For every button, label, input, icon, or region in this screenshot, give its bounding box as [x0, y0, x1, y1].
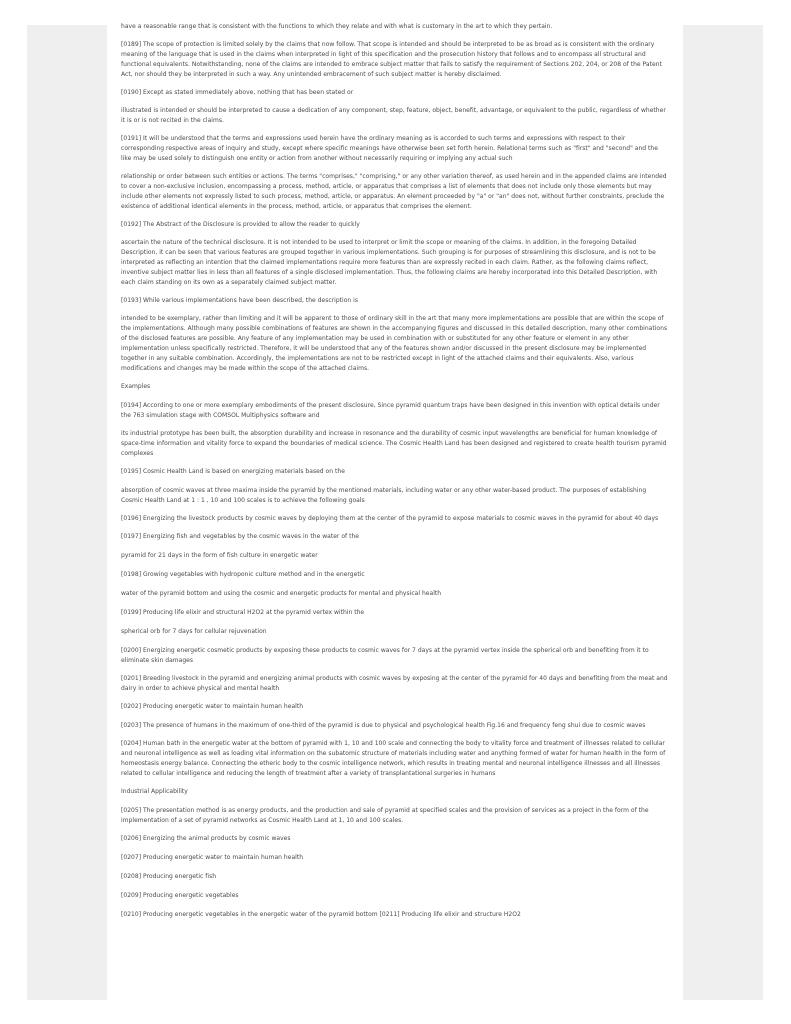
- paragraph-0207: [0207] Producing energetic water to maintain human health: [121, 854, 304, 861]
- paragraph-0205: [0205] The presentation method is as energy products, and the production and sale of pyramid at specified scales and the provision of services as a project in the form of the implementation of a set of pyramid networks as Cosmic Health Land at 1, 10 and 100 scales.: [121, 807, 649, 824]
- paragraph-0206: [0206] Energizing the animal products by cosmic waves: [121, 835, 291, 842]
- paragraph: illustrated is intended or should be interpreted to cause a dedication of any component, step, feature, object, benefit, advantage, or equivalent to the public, regardless of whether it is or is not recited in the claims.: [121, 107, 666, 124]
- paragraph: absorption of cosmic waves at three maxima inside the pyramid by the mentioned materials, including water or any other water-based product. The purposes of establishing Cosmic Health Land at 1 : 1 , 10 and 100 scales is to achieve the following goals: [121, 487, 647, 504]
- paragraph: water of the pyramid bottom and using the cosmic and energetic products for mental and physical health: [121, 590, 442, 597]
- paragraph-0189: [0189] The scope of protection is limited solely by the claims that now follow. That scope is intended and should be interpreted to be as broad as is consistent with the ordinary meaning of the language that is used in the claims when interpreted in light of this specification and the prosecution history that follows and to encompass all structural and functional equivalents. Notwithstanding, none of the claims are intended to embrace subject matter that fails to satisfy the requirement of Sections 202, 204, or 208 of the Patent Act, nor should they be interpreted in such a way. Any unintended embracement of such subject matter is hereby disclaimed.: [121, 41, 662, 78]
- paragraph-0190: [0190] Except as stated immediately above, nothing that has been stated or: [121, 89, 354, 96]
- paragraph: relationship or order between such entities or actions. The terms "comprises," "comprising," or any other variation thereof, as used herein and in the appended claims are intended to cover a non-exclusive inclusion, encompassing a process, method, article, or apparatus that comprises a list of elements that does not include only those elements but may include other elements not expressly listed to such process, method, article, or apparatus. An element proceeded by "a" or "an" does not, without further constraints, preclude the existence of additional identical elements in the process, method, article, or apparatus that comprises the element.: [121, 173, 667, 210]
- paragraph-0193: [0193] While various implementations have been described, the description is: [121, 297, 359, 304]
- paragraph-0196: [0196] Energizing the livestock products by cosmic waves by deploying them at the center of the pyramid to expose materials to cosmic waves in the pyramid for about 40 days: [121, 515, 659, 522]
- paragraph-0204: [0204] Human bath in the energetic water at the bottom of pyramid with 1, 10 and 100 scale and connecting the body to vitality force and treatment of illnesses related to cellular and neuronal intelligence as well as loading vital information on the subatomic structure of materials including water and anything formed of water for human health in the form of homeostasis energy balance. Connecting the etheric body to the cosmic intelligence network, which results in treating mental and neuronal intelligence illnesses and all illnesses related to cellular intelligence and reducing the length of treatment after a variety of transplantational surgeries in humans: [121, 740, 666, 777]
- paragraph-0210: [0210] Producing energetic vegetables in the energetic water of the pyramid bottom [0211] Producing life elixir and structure H2O2: [121, 911, 521, 918]
- paragraph-0209: [0209] Producing energetic vegetables: [121, 892, 239, 899]
- paragraph: its industrial prototype has been built, the absorption durability and increase in resonance and the durability of cosmic input wavelengths are beneficial for human knowledge of space-time information and vitality force to expand the boundaries of medical science. The Cosmic Health Land has been designed and registered to create health tourism pyramid complexes: [121, 430, 667, 457]
- section-heading-examples: Examples: [121, 383, 151, 390]
- paragraph-0202: [0202] Producing energetic water to maintain human health: [121, 703, 304, 710]
- paragraph-0198: [0198] Growing vegetables with hydroponic culture method and in the energetic: [121, 571, 365, 578]
- section-heading-industrial-applicability: Industrial Applicability: [121, 788, 188, 795]
- paragraph-0195: [0195] Cosmic Health Land is based on energizing materials based on the: [121, 468, 345, 475]
- paragraph-0194: [0194] According to one or more exemplary embodiments of the present disclosure, Since pyramid quantum traps have been designed in this invention with optical details under the 763 simulation stage with COMSOL Multiphysics software and: [121, 402, 660, 419]
- paragraph-0191: [0191] It will be understood that the terms and expressions used herein have the ordinary meaning as is accorded to such terms and expressions with respect to their corresponding respective areas of inquiry and study, except where specific meanings have otherwise been set forth herein. Relational terms such as "first" and "second" and the like may be used solely to distinguish one entity or action from another without necessarily requiring or implying any actual such: [121, 135, 658, 162]
- paragraph: ascertain the nature of the technical disclosure. It is not intended to be used to interpret or limit the scope or meaning of the claims. In addition, in the foregoing Detailed Description, it can be seen that various features are grouped together in various implementations. Such grouping is for purposes of streamlining this disclosure, and is not to be interpreted as reflecting an intention that the claimed implementations require more features than are expressly recited in each claim. Rather, as the following claims reflect, inventive subject matter lies in less than all features of a single disclosed implementation. Thus, the following claims are hereby incorporated into this Detailed Description, with each claim standing on its own as a separately claimed subject matter.: [121, 239, 658, 286]
- paragraph-0199: [0199] Producing life elixir and structural H2O2 at the pyramid vertex within the: [121, 609, 365, 616]
- paragraph-0200: [0200] Energizing energetic cosmetic products by exposing these products to cosmic waves for 7 days at the pyramid vertex inside the spherical orb and benefiting from it to eliminate skin damages: [121, 647, 649, 664]
- viewer-background-left: [27, 25, 107, 1000]
- paragraph-0192: [0192] The Abstract of the Disclosure is provided to allow the reader to quickly: [121, 221, 360, 228]
- paragraph: intended to be exemplary, rather than limiting and it will be apparent to those of ordinary skill in the art that many more implementations are possible that are within the scope of the implementations. Although many possible combinations of features are shown in the accompanying figures and discussed in this detailed description, many other combinations of the disclosed features are possible. Any feature of any implementation may be used in combination with or substituted for any other feature or element in any other implementation unless specifically restricted. Therefore, it will be understood that any of the features shown and/or discussed in the present disclosure may be implemented together in any suitable combination. Accordingly, the implementations are not to be restricted except in light of the attached claims and their equivalents. Also, various modifications and changes may be made within the scope of the attached claims.: [121, 315, 668, 372]
- paragraph-0197: [0197] Energizing fish and vegetables by the cosmic waves in the water of the: [121, 533, 360, 540]
- document-page: [107, 0, 683, 1024]
- paragraph-0201: [0201] Breeding livestock in the pyramid and energizing animal products with cosmic waves by exposing at the center of the pyramid for 40 days and benefiting from the meat and dairy in order to achieve physical and mental health: [121, 675, 668, 692]
- paragraph-0203: [0203] The presence of humans in the maximum of one-third of the pyramid is due to physical and psychological health Fig.16 and frequency feng shui due to cosmic waves: [121, 722, 646, 729]
- page-content: [121, 22, 669, 929]
- paragraph: pyramid for 21 days in the form of fish culture in energetic water: [121, 552, 318, 559]
- paragraph-0208: [0208] Producing energetic fish: [121, 873, 217, 880]
- paragraph: spherical orb for 7 days for cellular rejuvenation: [121, 628, 267, 635]
- paragraph: have a reasonable range that is consistent with the functions to which they relate and with what is customary in the art to which they pertain.: [121, 23, 553, 30]
- viewer-background-right: [683, 25, 763, 1000]
